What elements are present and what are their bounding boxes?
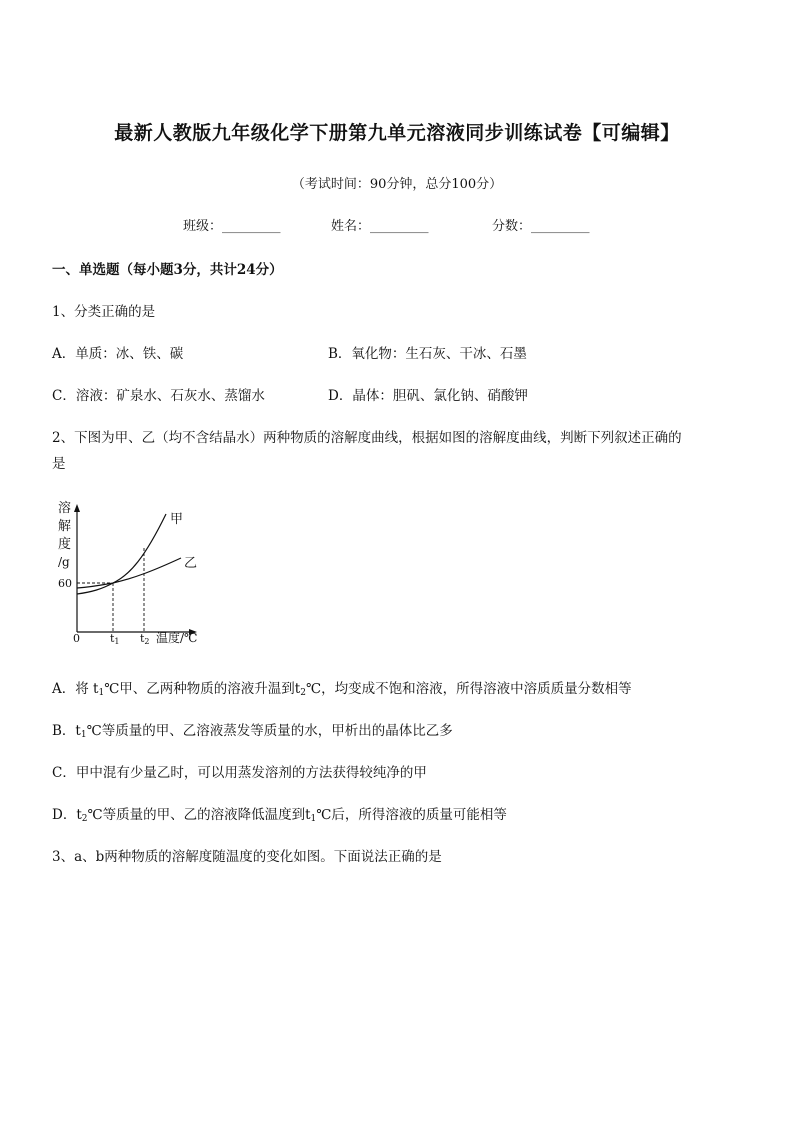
question-1-option-d: D．晶体：胆矾、氯化钠、硝酸钾 [328,388,528,404]
question-2-option-d: D．$t_2℃$等质量的甲、乙的溶液降低温度到$t_1℃$后，所得溶液的质量可能相等 [52,807,507,824]
y-value-60: 60 [58,577,72,590]
curve-yi [77,558,181,588]
question-3-stem: 3、a、b两种物质的溶解度随温度的变化如图。下面说法正确的是 [52,849,442,865]
question-2-option-c: C．甲中混有少量乙时，可以用蒸发溶剂的方法获得较纯净的甲 [52,765,427,781]
curve-yi-label: 乙 [184,556,198,571]
curve-jia-label: 甲 [170,512,184,527]
name-field: 姓名：_________ [331,219,429,234]
class-field: 班级：_________ [183,219,281,234]
question-1-option-b: B．氧化物：生石灰、干冰、石墨 [328,346,527,362]
question-2-stem-cont: 是 [52,456,66,472]
y-axis-arrow [74,504,80,512]
question-1-stem: 1、分类正确的是 [52,304,156,320]
question-2-option-b: B．$t_1℃$等质量的甲、乙溶液蒸发等质量的水，甲析出的晶体比乙多 [52,723,453,740]
y-label-3: 度 [58,537,72,552]
question-1-option-c: C．溶液：矿泉水、石灰水、蒸馏水 [52,388,265,404]
section-heading: 一、单选题（每小题3分，共计24分） [52,262,283,278]
y-label-2: 解 [58,519,72,534]
y-label-1: 溶 [58,501,72,516]
x-axis-label: 温度/℃ [156,631,198,645]
y-label-4: /g [58,555,70,569]
score-field: 分数：_________ [492,219,590,234]
curve-jia [77,514,166,594]
solubility-graph [50,495,210,650]
exam-subtitle: （考试时间：90分钟，总分100分） [291,177,503,192]
t2-label: t2 [140,632,150,646]
question-1-option-a: A．单质：冰、铁、碳 [52,346,184,362]
origin-label: 0 [73,632,80,645]
question-2-option-a: A．将 $t_1℃$甲、乙两种物质的溶液升温到$t_2℃$，均变成不饱和溶液，所得溶液中溶质质量分数相等 [52,681,632,698]
page-title: 最新人教版九年级化学下册第九单元溶液同步训练试卷【可编辑】 [114,122,680,144]
question-2-stem: 2、下图为甲、乙（均不含结晶水）两种物质的溶解度曲线，根据如图的溶解度曲线，判断下列叙述正确的 [52,430,682,446]
t1-label: t1 [110,632,120,646]
